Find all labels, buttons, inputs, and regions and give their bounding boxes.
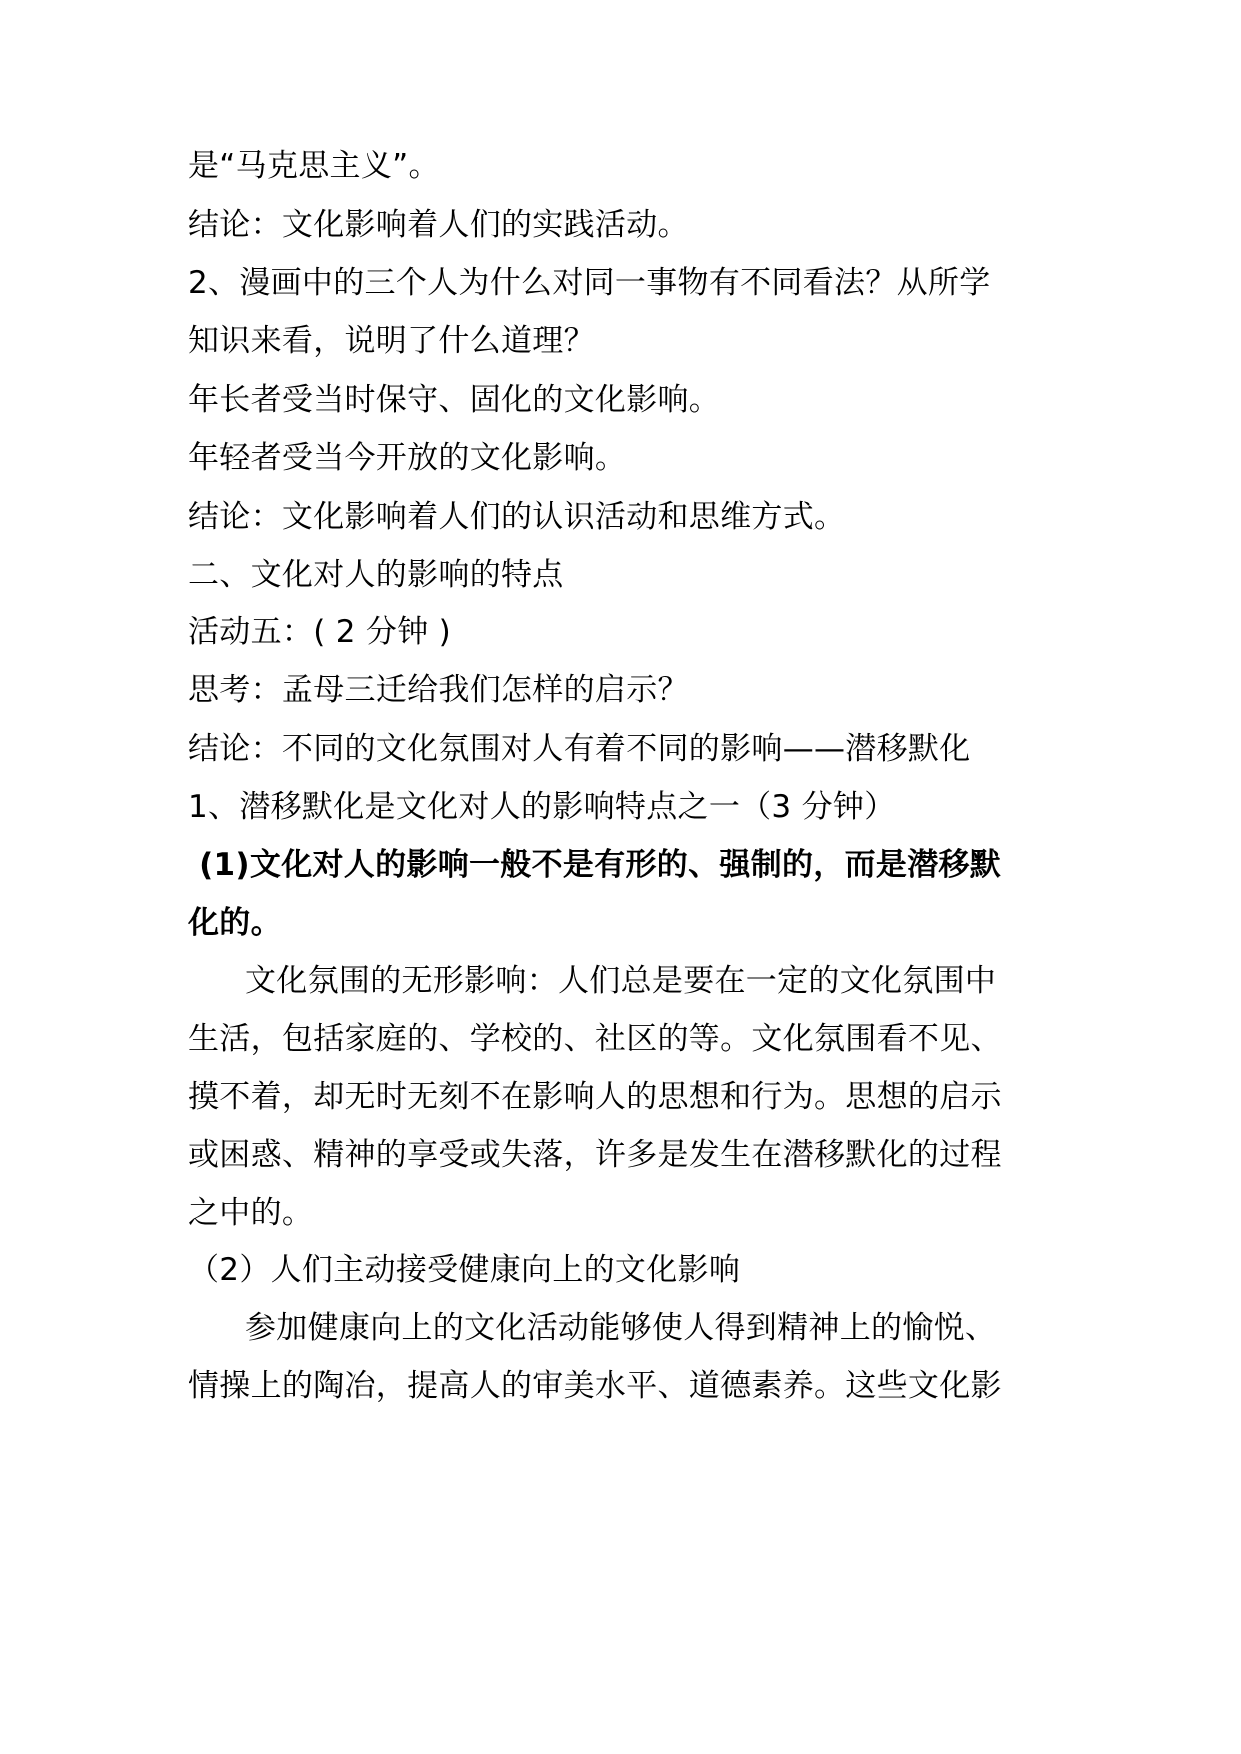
text-line: 2、漫画中的三个人为什么对同一事物有不同看法？从所学: [188, 265, 991, 301]
paragraph-line: 情操上的陶冶，提高人的审美水平、道德素养。这些文化影: [188, 1368, 1002, 1404]
text-line: 活动五：( 2 分钟 ): [188, 614, 452, 650]
text-line: （2）人们主动接受健康向上的文化影响: [188, 1252, 741, 1288]
paragraph-line: 生活，包括家庭的、学校的、社区的等。文化氛围看不见、: [188, 1021, 1002, 1057]
text-line: 结论：文化影响着人们的认识活动和思维方式。: [188, 499, 846, 535]
bold-point-line: (1)文化对人的影响一般不是有形的、强制的，而是潜移默: [188, 847, 1002, 883]
text-line: 知识来看，说明了什么道理？: [188, 323, 595, 359]
text-line: 结论：不同的文化氛围对人有着不同的影响——潜移默化: [188, 731, 971, 767]
text-line: 年轻者受当今开放的文化影响。: [188, 440, 627, 476]
text-line: 年长者受当时保守、固化的文化影响。: [188, 382, 721, 418]
text-line: 思考：孟母三迁给我们怎样的启示？: [188, 672, 689, 708]
paragraph-line: 摸不着，却无时无刻不在影响人的思想和行为。思想的启示: [188, 1079, 1002, 1115]
paragraph-line: 参加健康向上的文化活动能够使人得到精神上的愉悦、: [245, 1310, 997, 1346]
paragraph-line: 之中的。: [188, 1195, 314, 1231]
section-heading: 二、文化对人的影响的特点: [188, 557, 564, 593]
paragraph-line: 或困惑、精神的享受或失落，许多是发生在潜移默化的过程: [188, 1137, 1002, 1173]
text-line: 是“马克思主义”。: [188, 148, 440, 184]
bold-point-line: 化的。: [188, 905, 282, 941]
text-line: 结论：文化影响着人们的实践活动。: [188, 207, 689, 243]
paragraph-line: 文化氛围的无形影响：人们总是要在一定的文化氛围中: [245, 963, 997, 999]
text-line: 1、潜移默化是文化对人的影响特点之一（3 分钟）: [188, 789, 896, 825]
